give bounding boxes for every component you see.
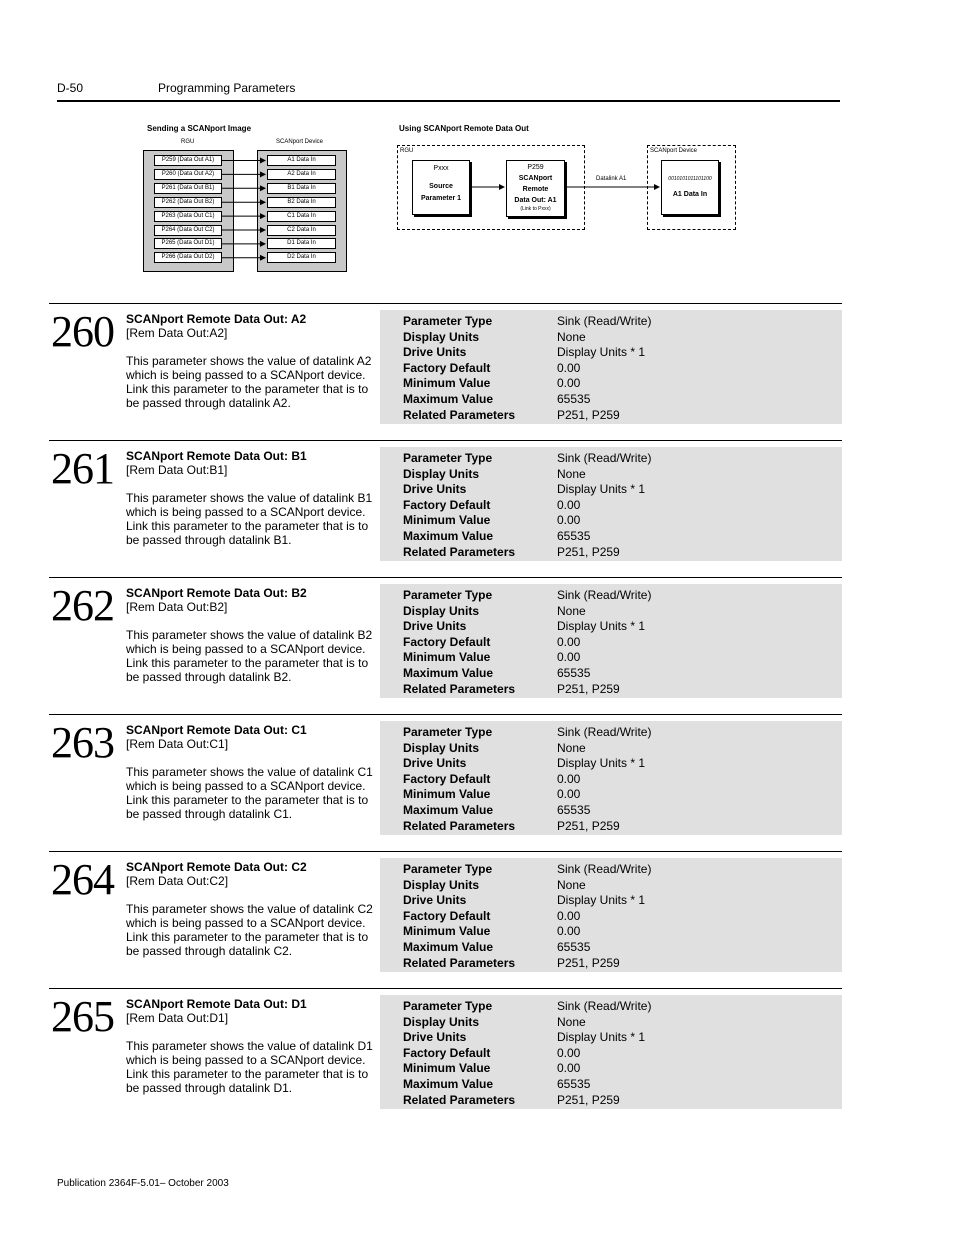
attribute-label: Maximum Value — [403, 803, 494, 817]
attribute-label: Related Parameters — [403, 818, 516, 833]
remote-box-line1: P259 — [527, 164, 544, 171]
attribute-label: Related Parameters — [403, 544, 516, 559]
attribute-value: 0.00 — [557, 1045, 581, 1060]
rgu-output-cell: P265 (Data Out D1) — [154, 238, 222, 249]
rgu-output-cell: P261 (Data Out B1) — [154, 183, 222, 194]
parameter-section-262 — [49, 577, 842, 698]
remote-box-line5: (Link to Pxxx) — [520, 206, 551, 212]
attribute-value: None — [557, 329, 586, 344]
parameter-section-265 — [49, 988, 842, 1109]
attribute-value: 65535 — [557, 666, 591, 680]
attribute-value: None — [557, 877, 586, 892]
source-parameter-box — [412, 160, 470, 215]
attribute-label: Parameter Type — [403, 451, 493, 465]
parameter-short-name: [Rem Data Out:C2] — [126, 874, 229, 888]
attribute-value: Display Units * 1 — [557, 619, 646, 634]
attribute-label: Minimum Value — [403, 513, 491, 528]
attribute-value: P251, P259 — [557, 407, 620, 422]
attribute-value: Display Units * 1 — [557, 345, 646, 360]
attribute-label: Parameter Type — [403, 999, 493, 1013]
attribute-label: Display Units — [403, 329, 480, 344]
attribute-label: Drive Units — [403, 1030, 467, 1045]
page-number: D-50 — [57, 81, 84, 95]
attribute-label: Maximum Value — [403, 392, 494, 406]
device-input-cell: B2 Data In — [267, 197, 336, 208]
parameter-name: SCANport Remote Data Out: A2 — [126, 312, 307, 326]
attribute-value: P251, P259 — [557, 544, 620, 559]
attribute-value: None — [557, 466, 586, 481]
rgu-output-cell: P259 (Data Out A1) — [154, 155, 222, 166]
parameter-name: SCANport Remote Data Out: C2 — [126, 860, 307, 874]
parameter-name: SCANport Remote Data Out: B1 — [126, 449, 307, 463]
parameter-short-name: [Rem Data Out:D1] — [126, 1011, 229, 1025]
parameter-attributes-table — [380, 310, 842, 424]
rgu-output-cell: P266 (Data Out D2) — [154, 252, 222, 263]
attribute-label: Maximum Value — [403, 529, 494, 543]
parameter-name: SCANport Remote Data Out: D1 — [126, 997, 307, 1011]
parameter-number: 261 — [51, 444, 114, 493]
device-data-in-box — [661, 160, 719, 215]
parameter-number: 263 — [51, 718, 114, 767]
parameter-description: This parameter shows the value of datalink D1 which is being passed to a SCANport device. Link this parameter to the parameter that is to be passed through datalink D1. — [126, 1039, 373, 1095]
attribute-label: Drive Units — [403, 345, 467, 360]
datalink-label: Datalink A1 — [596, 176, 627, 182]
diagram-left-device-label: SCANport Device — [276, 139, 324, 145]
attribute-label: Display Units — [403, 466, 480, 481]
attribute-label: Minimum Value — [403, 376, 491, 391]
parameter-attributes-table — [380, 721, 842, 835]
parameter-number: 262 — [51, 581, 114, 630]
device-box-label: A1 Data In — [672, 191, 708, 198]
parameter-number: 264 — [51, 855, 114, 904]
parameter-section-260 — [49, 303, 842, 424]
diagram-left-rgu-label: RGU — [181, 139, 195, 145]
attribute-label: Factory Default — [403, 634, 491, 649]
attribute-label: Minimum Value — [403, 1061, 491, 1076]
attribute-label: Related Parameters — [403, 955, 516, 970]
attribute-value: 0.00 — [557, 908, 581, 923]
parameter-section-264 — [49, 851, 842, 972]
attribute-label: Factory Default — [403, 771, 491, 786]
device-input-cell: D1 Data In — [267, 238, 336, 249]
parameter-short-name: [Rem Data Out:A2] — [126, 326, 228, 340]
device-input-cell: D2 Data In — [267, 252, 336, 263]
publication-footer: Publication 2364F-5.01– October 2003 — [57, 1178, 229, 1189]
parameter-short-name: [Rem Data Out:B1] — [126, 463, 228, 477]
attribute-value: 0.00 — [557, 376, 581, 391]
attribute-label: Drive Units — [403, 756, 467, 771]
attribute-value: Sink (Read/Write) — [557, 588, 652, 602]
attribute-label: Display Units — [403, 1014, 480, 1029]
attribute-value: Display Units * 1 — [557, 893, 646, 908]
parameter-attributes-table — [380, 858, 842, 972]
parameter-description: This parameter shows the value of datalink C2 which is being passed to a SCANport device. Link this parameter to the parameter that is to be passed through datalink C2. — [126, 902, 373, 958]
parameter-short-name: [Rem Data Out:B2] — [126, 600, 228, 614]
device-input-cell: A2 Data In — [267, 169, 336, 180]
rgu-output-cell: P263 (Data Out C1) — [154, 211, 222, 222]
attribute-value: 65535 — [557, 1077, 591, 1091]
parameter-number: 265 — [51, 992, 114, 1041]
attribute-label: Maximum Value — [403, 666, 494, 680]
rgu-output-cell: P260 (Data Out A2) — [154, 169, 222, 180]
attribute-label: Drive Units — [403, 893, 467, 908]
parameter-number: 260 — [51, 307, 114, 356]
diagram-right-title: Using SCANport Remote Data Out — [399, 124, 529, 133]
attribute-label: Related Parameters — [403, 407, 516, 422]
device-input-cell: B1 Data In — [267, 183, 336, 194]
parameter-description: This parameter shows the value of datalink A2 which is being passed to a SCANport device. Link this parameter to the parameter that is to be passed through datalink A2. — [126, 354, 372, 410]
attribute-value: Display Units * 1 — [557, 482, 646, 497]
attribute-label: Parameter Type — [403, 588, 493, 602]
parameter-attributes-table — [380, 447, 842, 561]
attribute-label: Factory Default — [403, 497, 491, 512]
attribute-value: 0.00 — [557, 650, 581, 665]
attribute-value: 0.00 — [557, 771, 581, 786]
attribute-label: Related Parameters — [403, 681, 516, 696]
attribute-value: 65535 — [557, 940, 591, 954]
attribute-value: 0.00 — [557, 497, 581, 512]
diagram-right-device-label: SCANport Device — [650, 148, 698, 154]
attribute-value: Sink (Read/Write) — [557, 725, 652, 739]
attribute-value: P251, P259 — [557, 955, 620, 970]
parameter-short-name: [Rem Data Out:C1] — [126, 737, 229, 751]
attribute-value: 0.00 — [557, 360, 581, 375]
device-box-bits: 0010101011101100 — [668, 176, 712, 182]
attribute-label: Parameter Type — [403, 314, 493, 328]
attribute-value: Sink (Read/Write) — [557, 999, 652, 1013]
device-input-cell: A1 Data In — [267, 155, 336, 166]
device-input-cell: C2 Data In — [267, 225, 336, 236]
source-box-line1: Pxxx — [433, 165, 449, 172]
attribute-label: Factory Default — [403, 360, 491, 375]
attribute-label: Parameter Type — [403, 725, 493, 739]
attribute-value: Sink (Read/Write) — [557, 862, 652, 876]
attribute-value: 65535 — [557, 803, 591, 817]
attribute-value: Display Units * 1 — [557, 1030, 646, 1045]
attribute-value: 0.00 — [557, 787, 581, 802]
attribute-label: Minimum Value — [403, 787, 491, 802]
parameter-section-261 — [49, 440, 842, 561]
attribute-value: None — [557, 603, 586, 618]
attribute-value: P251, P259 — [557, 1092, 620, 1107]
remote-box-line3: Remote — [522, 186, 549, 193]
attribute-value: Sink (Read/Write) — [557, 451, 652, 465]
attribute-value: P251, P259 — [557, 681, 620, 696]
attribute-value: Display Units * 1 — [557, 756, 646, 771]
device-input-cell: C1 Data In — [267, 211, 336, 222]
parameter-name: SCANport Remote Data Out: C1 — [126, 723, 307, 737]
attribute-label: Drive Units — [403, 482, 467, 497]
rgu-output-cell: P264 (Data Out C2) — [154, 225, 222, 236]
remote-box-line2: SCANport — [518, 175, 553, 182]
source-box-line3: Parameter 1 — [420, 195, 462, 202]
attribute-label: Display Units — [403, 740, 480, 755]
source-box-line2: Source — [429, 183, 453, 190]
remote-data-out-box — [506, 160, 565, 217]
attribute-value: 0.00 — [557, 924, 581, 939]
rgu-output-cell: P262 (Data Out B2) — [154, 197, 222, 208]
attribute-label: Drive Units — [403, 619, 467, 634]
remote-box-line4: Data Out: A1 — [514, 197, 557, 204]
attribute-value: 0.00 — [557, 1061, 581, 1076]
attribute-value: None — [557, 1014, 586, 1029]
attribute-label: Parameter Type — [403, 862, 493, 876]
attribute-label: Display Units — [403, 603, 480, 618]
attribute-label: Maximum Value — [403, 940, 494, 954]
attribute-value: Sink (Read/Write) — [557, 314, 652, 328]
attribute-label: Factory Default — [403, 908, 491, 923]
parameter-attributes-table — [380, 584, 842, 698]
attribute-label: Display Units — [403, 877, 480, 892]
diagram-right-rgu-label: RGU — [400, 148, 414, 154]
attribute-value: 65535 — [557, 392, 591, 406]
parameter-section-263 — [49, 714, 842, 835]
attribute-value: P251, P259 — [557, 818, 620, 833]
attribute-label: Minimum Value — [403, 924, 491, 939]
page-header — [57, 80, 840, 102]
parameter-description: This parameter shows the value of datalink B2 which is being passed to a SCANport device. Link this parameter to the parameter that is to be passed through datalink B2. — [126, 628, 373, 684]
attribute-value: 0.00 — [557, 513, 581, 528]
parameter-attributes-table — [380, 995, 842, 1109]
attribute-value: 0.00 — [557, 634, 581, 649]
parameter-description: This parameter shows the value of datalink C1 which is being passed to a SCANport device. Link this parameter to the parameter that is to be passed through datalink C1. — [126, 765, 373, 821]
attribute-value: None — [557, 740, 586, 755]
diagram-left-title: Sending a SCANport Image — [147, 124, 252, 133]
attribute-label: Factory Default — [403, 1045, 491, 1060]
attribute-value: 65535 — [557, 529, 591, 543]
attribute-label: Minimum Value — [403, 650, 491, 665]
parameter-description: This parameter shows the value of datalink B1 which is being passed to a SCANport device. Link this parameter to the parameter that is to be passed through datalink B1. — [126, 491, 373, 547]
parameter-name: SCANport Remote Data Out: B2 — [126, 586, 307, 600]
section-title: Programming Parameters — [158, 81, 296, 95]
attribute-label: Maximum Value — [403, 1077, 494, 1091]
attribute-label: Related Parameters — [403, 1092, 516, 1107]
